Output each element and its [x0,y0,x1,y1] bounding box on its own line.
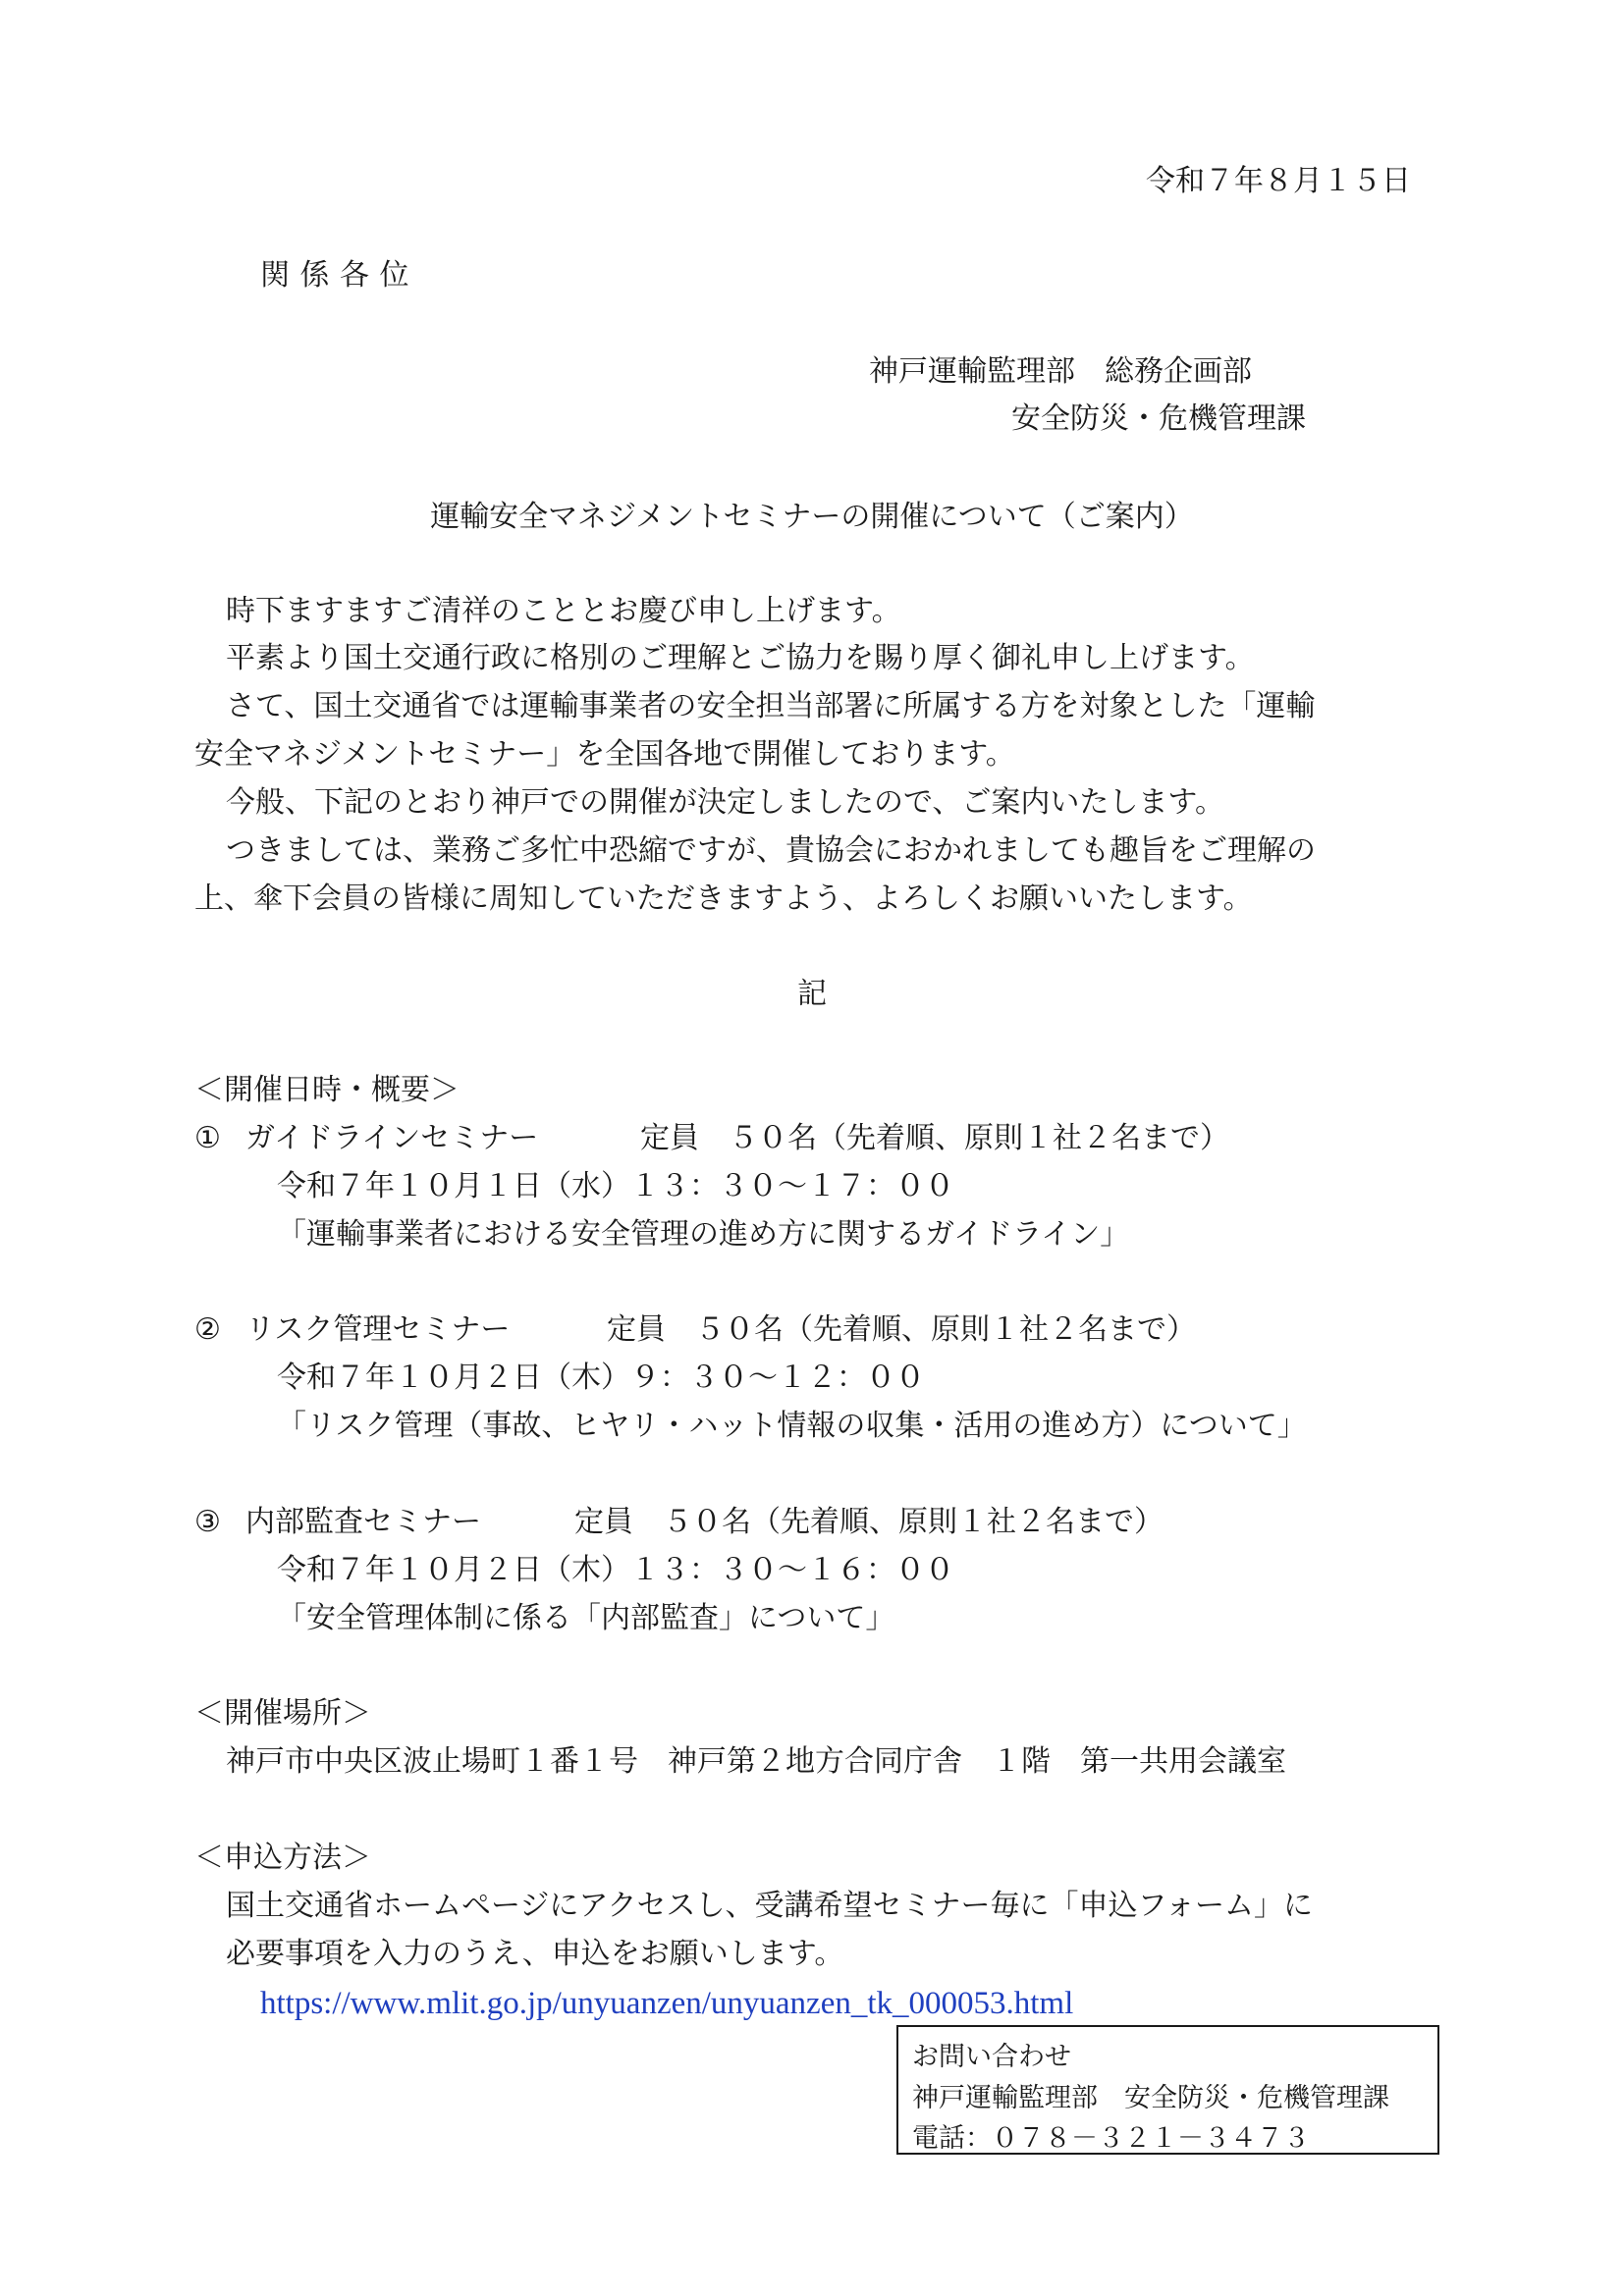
seminar-2-topic: 「リスク管理（事故、ヒヤリ・ハット情報の収集・活用の進め方）について」 [277,1409,1307,1443]
document-title: 運輸安全マネジメントセミナーの開催について（ご案内） [430,500,1194,534]
seminar-3-capacity: 定員 ５０名（先着順、原則１社２名まで） [574,1505,1164,1539]
seminar-2-name: リスク管理セミナー [245,1312,511,1347]
venue-address: 神戸市中央区波止場町１番１号 神戸第２地方合同庁舎 １階 第一共用会議室 [226,1744,1286,1779]
seminar-2-capacity: 定員 ５０名（先着順、原則１社２名まで） [607,1312,1196,1347]
schedule-heading: ＜開催日時・概要＞ [194,1073,460,1107]
application-heading: ＜申込方法＞ [194,1841,371,1875]
application-line-1: 国土交通省ホームページにアクセスし、受講希望セミナー毎に「申込フォーム」に [226,1889,1313,1923]
body-line-2: 平素より国土交通行政に格別のご理解とご協力を賜り厚く御礼申し上げます。 [226,641,1255,675]
seminar-3-topic: 「安全管理体制に係る「内部監査」について」 [277,1601,895,1635]
body-line-1: 時下ますますご清祥のこととお慶び申し上げます。 [226,594,901,628]
contact-box [896,2025,1439,2155]
contact-phone: 電話：０７８－３２１－３４７３ [912,2123,1310,2154]
application-line-2: 必要事項を入力のうえ、申込をお願いします。 [226,1937,844,1971]
sender-section: 安全防災・危機管理課 [1011,401,1306,436]
body-line-5: 今般、下記のとおり神戸での開催が決定しましたので、ご案内いたします。 [226,785,1224,820]
body-line-3: さて、国土交通省では運輸事業者の安全担当部署に所属する方を対象とした「運輸 [226,689,1316,723]
seminar-1-topic: 「運輸事業者における安全管理の進め方に関するガイドライン」 [277,1217,1130,1252]
seminar-1-name: ガイドラインセミナー [245,1121,539,1155]
contact-office: 神戸運輸監理部 安全防災・危機管理課 [912,2083,1389,2113]
seminar-2-number: ② [194,1312,221,1347]
seminar-1-number: ① [194,1121,221,1155]
seminar-1-capacity: 定員 ５０名（先着順、原則１社２名まで） [640,1121,1229,1155]
seminar-3-datetime: 令和７年１０月２日（木）１３：３０～１６：００ [277,1553,954,1587]
addressee: 関係各位 [260,258,419,293]
contact-label: お問い合わせ [912,2042,1071,2072]
seminar-1-datetime: 令和７年１０月１日（水）１３：３０～１７：００ [277,1169,954,1203]
ki-marker: 記 [797,977,827,1011]
seminar-3-name: 内部監査セミナー [245,1505,481,1539]
document-date: 令和７年８月１５日 [1146,164,1411,198]
seminar-3-number: ③ [194,1505,221,1539]
body-line-4: 安全マネジメントセミナー」を全国各地で開催しております。 [194,737,1015,772]
seminar-2-datetime: 令和７年１０月２日（木）９：３０～１２：００ [277,1361,925,1395]
body-line-7: 上、傘下会員の皆様に周知していただきますよう、よろしくお願いいたします。 [194,881,1253,916]
body-line-6: つきましては、業務ご多忙中恐縮ですが、貴協会におかれましても趣旨をご理解の [226,833,1316,868]
sender-department: 神戸運輸監理部 総務企画部 [869,354,1252,389]
venue-heading: ＜開催場所＞ [194,1696,371,1731]
application-url-link[interactable]: https://www.mlit.go.jp/unyuanzen/unyuanzen_tk_000053.html [260,1986,1074,2021]
